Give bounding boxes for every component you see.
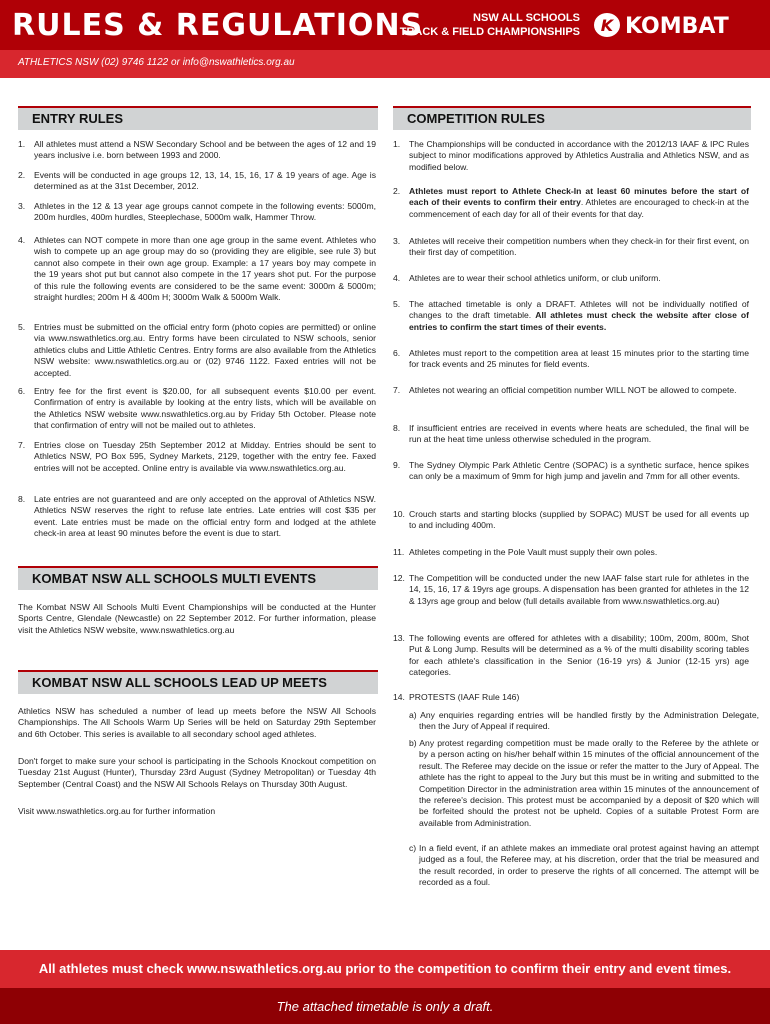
leadup-paragraph-3: Visit www.nswathletics.org.au for further information — [18, 806, 216, 816]
multi-events-heading: KOMBAT NSW ALL SCHOOLS MULTI EVENTS — [32, 571, 317, 586]
championship-line-2: TRACK & FIELD CHAMPIONSHIPS — [399, 26, 580, 38]
entry-rule-7: 7. Entries close on Tuesday 25th September 2012 at Midday. Entries should be sent to Athletics NSW, PO Box 595, Sydney Markets, 2129, together with the entry fee. Faxed entries will not be accepted. Online entry is available via www.nswathletics.org.au. — [18, 440, 376, 473]
entry-rule-2: 2. Events will be conducted in age groups 12, 13, 14, 15, 16, 17 & 19 years of age. Age is determined as at the 31st December, 2012. — [18, 170, 376, 192]
comp-rule-3: 3. Athletes will receive their competition numbers when they check-in for their first event, on their first day of competition. — [393, 236, 749, 258]
comp-rule-9: 9. The Sydney Olympic Park Athletic Centre (SOPAC) is a synthetic surface, hence spikes can only be a maximum of 9mm for high jump and javelin and 7mm for all other events. — [393, 460, 749, 482]
comp-rule-4: 4. Athletes are to wear their school athletics uniform, or club uniform. — [393, 273, 661, 283]
entry-rule-8: 8. Late entries are not guaranteed and are only accepted on the approval of Athletics NSW. Athletics NSW reserves the right to refuse late entries. Late entries will cost $35 per event. Late entries must be made on the official entry form and lodged at the athlete check-in area at least 90 minutes before the event is due to start. — [18, 494, 376, 539]
comp-rule-5: 5. The attached timetable is only a DRAFT. Athletes will not be individually notified of changes to the draft timetable. All athletes must check the website after close of entries to confirm the start times of their events. — [393, 299, 749, 332]
comp-rule-1: 1. The Championships will be conducted in accordance with the 2012/13 IAAF & IPC Rules subject to minor modifications approved by Athletics Australia and Athletics NSW, and as modified below. — [393, 139, 749, 172]
comp-rule-13: 13. The following events are offered for athletes with a disability; 100m, 200m, 800m, Shot Put & Long Jump. Results will be determined as a % of the multi disability scoring tables for each athlete's classification in the Senior (16-19 yrs) & Junior (12-15 yrs) age categories. — [393, 633, 749, 678]
contact-info: ATHLETICS NSW (02) 9746 1122 or info@nswathletics.org.au — [18, 57, 295, 68]
entry-rule-3: 3. Athletes in the 12 & 13 year age groups cannot compete in the following events: 5000m, 200m hurdles, 400m hurdles, Steeplechase, 5000m walk, Hammer Throw. — [18, 201, 376, 223]
leadup-paragraph-1: Athletics NSW has scheduled a number of lead up meets before the NSW All Schools Championships. The All Schools Warm Up Series will be held on Saturday 29th September and 6th October. This series is available to all secondary school aged athletes. — [18, 706, 376, 739]
website-banner-text: All athletes must check www.nswathletics.org.au prior to the competition to confirm their entry and event times. — [38, 961, 732, 976]
kombat-logo — [593, 11, 743, 39]
comp-rule-2-bold: Athletes must report to Athlete Check-In at least 60 minutes before the start of each of their events to confirm their entry — [409, 186, 749, 208]
footer-text: The attached timetable is only a draft. — [276, 999, 494, 1014]
comp-rule-8: 8. If insufficient entries are received in events where heats are scheduled, the final will be run at the heat time unless otherwise scheduled in the program. — [393, 423, 749, 445]
comp-rule-10: 10. Crouch starts and starting blocks (supplied by SOPAC) MUST be used for all events up to and including 400m. — [393, 509, 749, 531]
leadup-meets-heading: KOMBAT NSW ALL SCHOOLS LEAD UP MEETS — [32, 675, 327, 690]
championship-line-1: NSW ALL SCHOOLS — [473, 12, 580, 24]
entry-rule-5: 5. Entries must be submitted on the official entry form (photo copies are permitted) or online via www.nswathletics.org.au. Entry forms have been circulated to NSW schools, senior athletics clubs and Little Athletic Centres. Entry forms are also available from the Athletics NSW website: www.nswathletics.org.au or (02) 9746 1122. Faxed entries will not be accepted. — [18, 322, 376, 378]
entry-rule-6: 6. Entry fee for the first event is $20.00, for all subsequent events $10.00 per event. Confirmation of entry is available by looking at the entry lists, which will be available on the Athletics NSW website www.nswathletics.org.au by Friday 5th October. Please note that confirmation of entry will not be mailed out to athletes. — [18, 386, 376, 431]
competition-rules-heading: COMPETITION RULES — [407, 111, 545, 126]
competition-rules-header — [393, 106, 751, 130]
championship-title — [400, 11, 580, 39]
leadup-paragraph-2: Don't forget to make sure your school is participating in the Schools Knockout competition on Tuesday 21st August (Hunter), Thursday 23rd August (Sydney Metropolitan) or Tuesday 4th September (Central Coast) and the NSW All Schools Relays on Thursday 30th August. — [18, 756, 376, 789]
entry-rules-header — [18, 106, 378, 130]
leadup-meets-header — [18, 670, 378, 694]
entry-rule-1: 1. All athletes must attend a NSW Secondary School and be between the ages of 12 and 19 years inclusive i.e. born between 1993 and 2000. — [18, 139, 376, 161]
comp-rule-6: 6. Athletes must report to the competition area at least 15 minutes prior to the starting time for track events and 25 minutes for field events. — [393, 348, 749, 370]
comp-rule-14: 14. PROTESTS (IAAF Rule 146) — [393, 692, 520, 702]
comp-rule-14c: c) In a field event, if an athlete makes an immediate oral protest against having an attempt judged as a foul, the Referee may, at his discretion, order that the trial be measured and the result recorded, in order to preserve the rights of all concerned. The attempt will be recorded as a foul. — [409, 843, 759, 888]
comp-rule-2: 2. Athletes must report to Athlete Check-In at least 60 minutes before the start of each of their events to confirm their entry. Athletes are encouraged to check-in at the commencement of each day for all of their events for that day. — [393, 186, 749, 219]
page-title: RULES & REGULATIONS — [12, 8, 424, 43]
multi-events-text: The Kombat NSW All Schools Multi Event Championships will be conducted at the Hunter Sports Centre, Glendale (Newcastle) on 22 September 2012. For further information, please visit the Athletics NSW website, www.nswathletics.org.au — [18, 602, 376, 635]
comp-rule-5-bold: All athletes must check the website after close of entries to confirm the start times of their events. — [409, 310, 749, 332]
comp-rule-14a: a) Any enquiries regarding entries will be handled firstly by the Administration Delegate, then the Jury of Appeal if required. — [409, 710, 759, 732]
entry-rules-heading: ENTRY RULES — [32, 111, 124, 126]
multi-events-header — [18, 566, 378, 590]
comp-rule-12: 12. The Competition will be conducted under the new IAAF false start rule for athletes in the 14, 15, 16, 17 & 19yrs age groups. A dispensation has been granted for athletes in the 12 & 13yrs age group and below (full details available from www.nswathletics.org.au) — [393, 573, 749, 606]
comp-rule-11: 11. Athletes competing in the Pole Vault must supply their own poles. — [393, 547, 658, 557]
header-bar — [0, 0, 770, 50]
comp-rule-14b: b) Any protest regarding competition must be made orally to the Referee by the athlete or by a person acting on his/her behalf within 15 minutes of the official announcement of the result. The Referee may decide on the issue or refer the matter to the Jury of Appeal. The athlete has the right to appeal to the Jury but this must be in writing and submitted to the Competition Director in the administration area within 15 minutes of the announcement of the referee's decision. This protest must be accompanied by a deposit of $20 which will be forfeited should the protest not be upheld. Copies of a suitable Protest Form are available from Administration. — [409, 738, 759, 828]
footer-bar — [0, 988, 770, 1024]
entry-rule-4: 4. Athletes can NOT compete in more than one age group in the same event. Athletes who wish to compete up an age group may do so (providing they are eligible, see rule 3) but cannot also compete in their own age group. Example: a 17 years boy may compete in the 19 years shot put but cannot also compete in the 17 years shot put. For the purpose of this rule the following events are considered to be the same event: 3000m & 5000m; straight hurdles; 200m H & 400m H; 3000m Walk & 5000m Walk. — [18, 235, 376, 303]
logo-mark: K — [600, 16, 614, 35]
logo-text: KOMBAT — [625, 14, 729, 39]
website-banner — [0, 950, 770, 988]
comp-rule-7: 7. Athletes not wearing an official competition number WILL NOT be allowed to compete. — [393, 385, 737, 395]
